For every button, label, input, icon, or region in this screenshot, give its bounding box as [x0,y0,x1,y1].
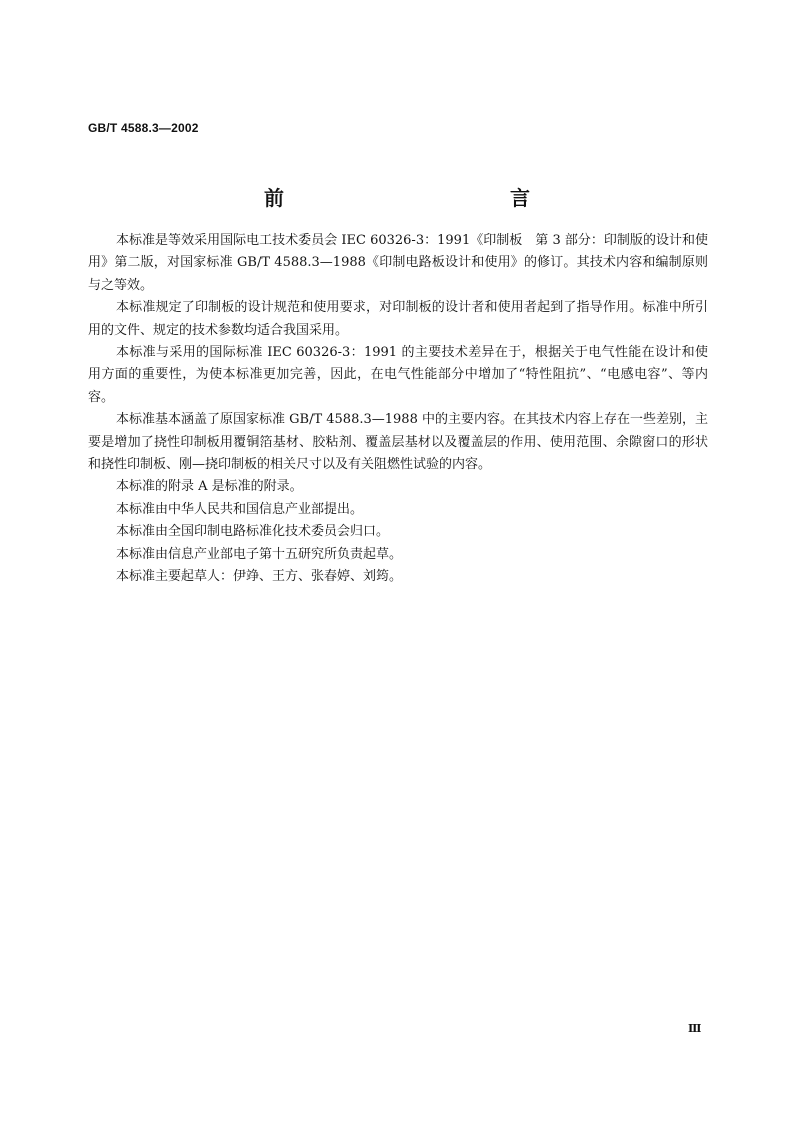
paragraph-drafter-org: 本标准由信息产业部电子第十五研究所负责起草。 [116,546,403,562]
paragraph-scope: 本标准规定了印制板的设计规范和使用要求，对印制板的设计者和使用者起到了指导作用。标准中所引用的文件、规定的技术参数均适合我国采用。 [88,300,708,338]
page-number: Ⅲ [688,1022,702,1035]
paragraph-drafters: 本标准主要起草人：伊竫、王方、张春婷、刘筠。 [116,569,403,585]
paragraph-centralized: 本标准由全国印制电路标准化技术委员会归口。 [116,524,390,540]
paragraph-proposer: 本标准由中华人民共和国信息产业部提出。 [116,501,364,517]
paragraph-differences: 本标准与采用的国际标准 IEC 60326-3：1991 的主要技术差异在于，根据关于电气性能在设计和使用方面的重要性，为使本标准更加完善，因此，在电气性能部分中增加了“特性阻抗”、“电感电容”、等内容。 [88,345,708,405]
standard-code: GB/T 4588.3—2002 [88,121,199,135]
paragraph-coverage: 本标准基本涵盖了原国家标准 GB/T 4588.3—1988 中的主要内容。在其技术内容上存在一些差别，主要是增加了挠性印制板用覆铜箔基材、胶粘剂、覆盖层基材以及覆盖层的作用、使用范围、余隙窗口的形状和挠性印制板、刚—挠印制板的相关尺寸以及有关阻燃性试验的内容。 [88,412,708,473]
preface-body [88,230,708,589]
paragraph-adoption: 本标准是等效采用国际电工技术委员会 IEC 60326-3：1991《印制板 第 3 部分：印制版的设计和使用》第二版，对国家标准 GB/T 4588.3—1988《印制电路板设计和使用》的修订。其技术内容和编制原则与之等效。 [88,233,708,293]
paragraph-appendix: 本标准的附录 A 是标准的附录。 [116,479,303,495]
page-title: 前 言 [264,186,592,210]
